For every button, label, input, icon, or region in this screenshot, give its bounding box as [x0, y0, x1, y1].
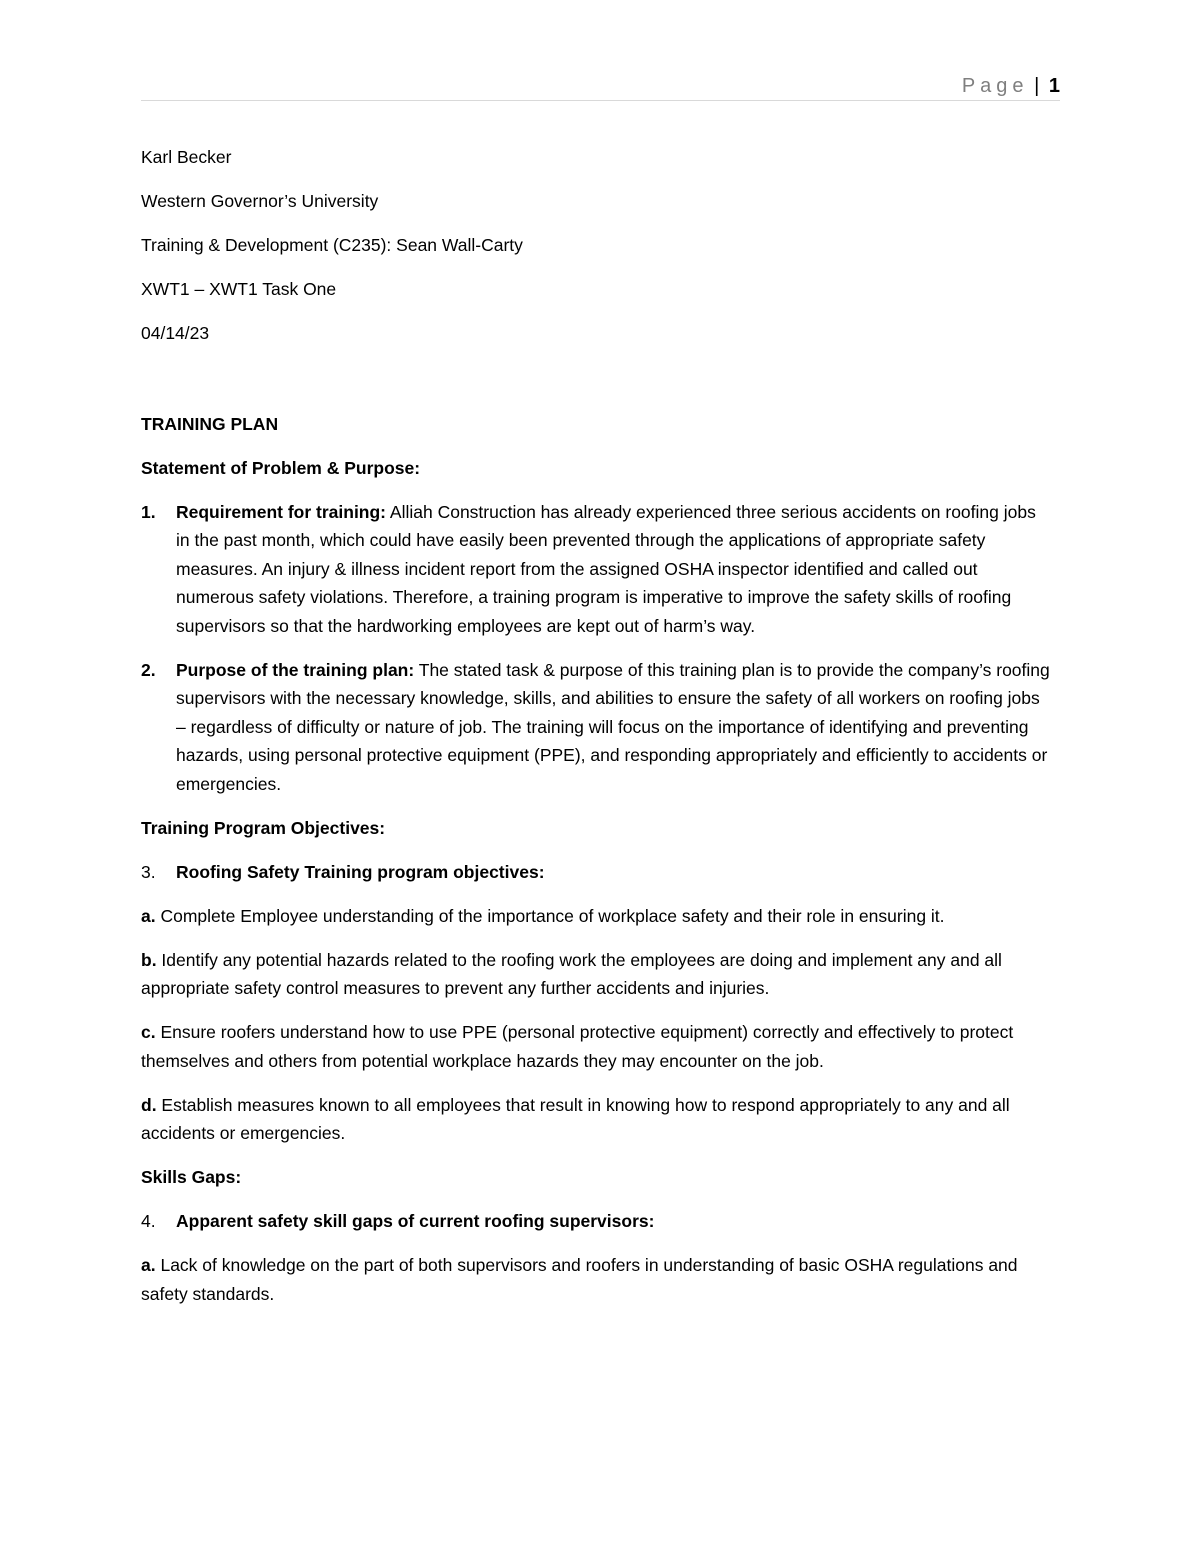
course-line: Training & Development (C235): Sean Wall-Carty [141, 235, 523, 255]
item-number: 3. [141, 861, 156, 882]
author-name: Karl Becker [141, 147, 232, 167]
objective-letter: a. [141, 905, 156, 926]
document-body [141, 143, 1053, 1324]
objective-text: Establish measures known to all employees that result in knowing how to respond appropriately to any and all accidents or emergencies. [141, 1094, 1010, 1143]
item-number: 4. [141, 1211, 156, 1231]
problem-purpose-heading: Statement of Problem & Purpose: [141, 457, 421, 478]
item-lead: Roofing Safety Training program objectives: [176, 861, 545, 882]
objective-b [141, 946, 1053, 1003]
objective-a [141, 902, 1053, 931]
objective-letter: d. [141, 1094, 157, 1115]
page-separator: | [1034, 75, 1040, 97]
task-line: XWT1 – XWT1 Task One [141, 279, 337, 299]
date-line: 04/14/23 [141, 323, 210, 343]
objective-c [141, 1018, 1053, 1075]
page-header [141, 72, 1060, 101]
objective-letter: c. [141, 1022, 156, 1042]
skill-gap-text: Lack of knowledge on the part of both supervisors and roofers in understanding of basic OSHA regulations and safety standards. [141, 1255, 1018, 1304]
item-text: The stated task & purpose of this training plan is to provide the company’s roofing supervisors with the necessary knowledge, skills, and abilities to ensure the safety of all workers on roofing jobs – regardless of difficulty or nature of job. The training will focus on the importance of identifying and preventing hazards, using personal protective equipment (PPE), and responding appropriately and efficiently to accidents or emergencies. [176, 659, 1050, 794]
institution-name: Western Governor’s University [141, 191, 379, 211]
item-number: 1. [141, 501, 156, 522]
objectives-heading: Training Program Objectives: [141, 817, 386, 838]
objective-d [141, 1091, 1053, 1148]
numbered-item-objectives [141, 858, 1053, 887]
page-number-label [962, 74, 1060, 98]
numbered-item-purpose [141, 656, 1053, 799]
page-word: Page [961, 75, 1029, 97]
skills-gaps-heading: Skills Gaps: [141, 1167, 242, 1187]
item-lead: Apparent safety skill gaps of current roofing supervisors: [176, 1211, 655, 1231]
item-text: Alliah Construction has already experienced three serious accidents on roofing jobs in the past month, which could have easily been prevented through the applications of appropriate safety measures. An injury & illness incident report from the assigned OSHA inspector identified and called out numerous safety violations. Therefore, a training program is imperative to improve the safety skills of roofing supervisors so that the hardworking employees are kept out of harm’s way. [176, 501, 1036, 636]
numbered-item-requirement [141, 498, 1053, 641]
objective-text: Ensure roofers understand how to use PPE (personal protective equipment) correctly and effectively to protect themselves and others from potential workplace hazards they may encounter on the job. [141, 1022, 1014, 1071]
document-title: TRAINING PLAN [141, 413, 279, 434]
skill-gap-a [141, 1251, 1053, 1308]
item-lead: Requirement for training: [176, 501, 387, 522]
item-lead: Purpose of the training plan: [176, 659, 415, 680]
objective-letter: b. [141, 949, 157, 970]
skill-gap-letter: a. [141, 1255, 156, 1275]
objective-text: Complete Employee understanding of the importance of workplace safety and their role in ensuring it. [155, 905, 945, 926]
page-number: 1 [1048, 75, 1060, 97]
numbered-item-skill-gaps [141, 1207, 1053, 1236]
item-number: 2. [141, 659, 156, 680]
objective-text: Identify any potential hazards related to the roofing work the employees are doing and implement any and all appropriate safety control measures to prevent any further accidents and injuries. [141, 949, 1002, 998]
